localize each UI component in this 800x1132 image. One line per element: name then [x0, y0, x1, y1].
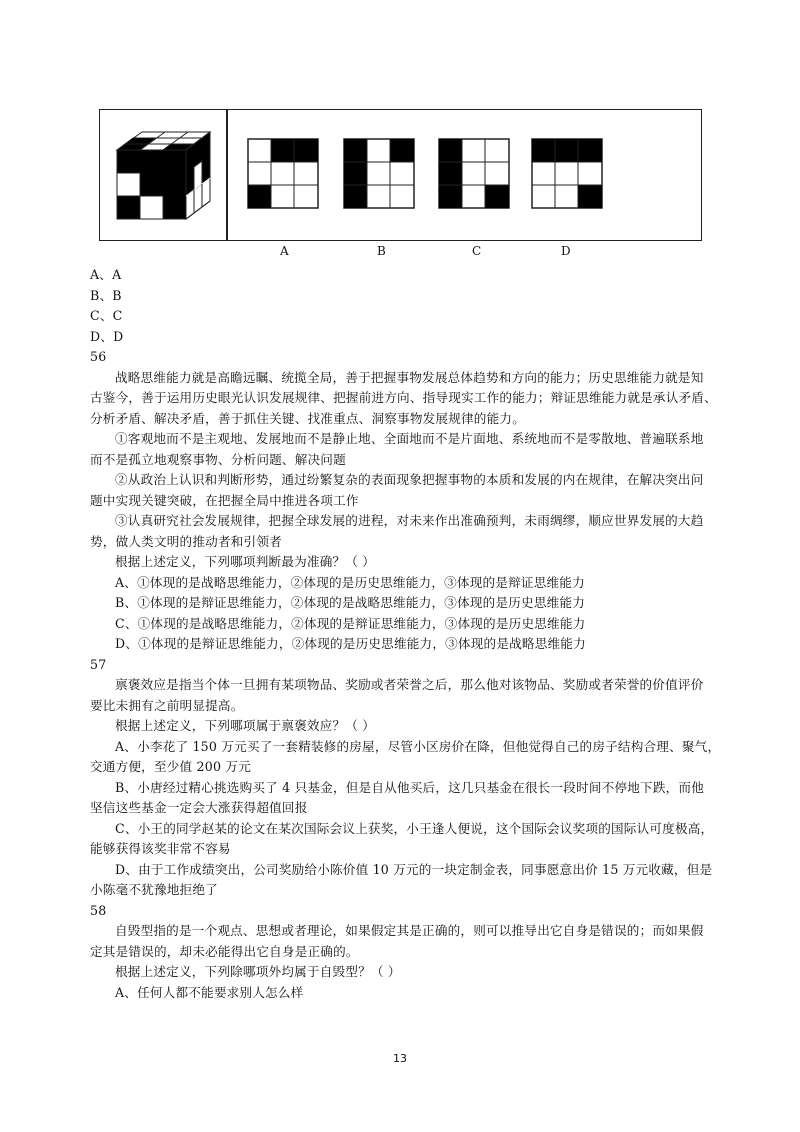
q57-option-d-cont: 小陈毫不犹豫地拒绝了: [90, 882, 218, 897]
option-c-grid: [439, 139, 509, 208]
q55-option-b: B、B: [90, 287, 122, 303]
figure-graphic: [100, 110, 700, 239]
q58-option-a: A、任何人都不能要求别人怎么样: [115, 984, 304, 1000]
q58-line: 定其是错误的，却未必能得出它自身是正确的。: [90, 943, 359, 959]
q56-option-d: D、①体现的是辩证思维能力，②体现的是历史思维能力，③体现的是战略思维能力: [115, 636, 586, 651]
page-number: 13: [393, 1052, 407, 1065]
figure-label-a: A: [280, 244, 289, 258]
q57-line: 要比未拥有之前明显提高。: [90, 697, 244, 713]
q57-option-c-cont: 能够获得该奖非常不容易: [90, 841, 231, 856]
figure-label-c: C: [472, 244, 482, 258]
q56-prompt: 根据上述定义，下列哪项判断最为准确？（ ）: [115, 554, 376, 569]
q56-option-a: A、①体现的是战略思维能力，②体现的是历史思维能力，③体现的是辩证思维能力: [115, 574, 585, 590]
q57-prompt: 根据上述定义，下列哪项属于禀褒效应？（ ）: [115, 718, 376, 733]
q56-option-c: C、①体现的是战略思维能力，②体现的是辩证思维能力，③体现的是历史思维能力: [115, 615, 586, 631]
q57-option-b: B、小唐经过精心挑选购买了 4 只基金，但是自从他买后，这几只基金在很长一段时间不停地下跌，而他: [115, 779, 704, 795]
question-figure: [99, 109, 702, 241]
q58-line: 自毁型指的是一个观点、思想或者理论，如果假定其是正确的，则可以推导出它自身是错误的；而如果假: [115, 923, 704, 938]
q55-option-c: C、C: [90, 308, 123, 323]
q56-line: 战略思维能力就是高瞻远瞩、统揽全局，善于把握事物发展总体趋势和方向的能力；历史思维能力就是知: [115, 369, 704, 385]
q56-line: 势，做人类文明的推动者和引领者: [90, 533, 282, 549]
q57-line: 禀褒效应是指当个体一旦拥有某项物品、奖励或者荣誉之后，那么他对该物品、奖励或者荣誉的价值评价: [115, 677, 704, 692]
option-b-grid: [344, 139, 414, 208]
cube-icon: [117, 132, 210, 219]
q57-option-a-cont: 交通方便，至少值 200 万元: [90, 759, 251, 774]
q58-number: 58: [90, 902, 107, 918]
question-text-body: [90, 265, 740, 1003]
q56-number: 56: [90, 349, 107, 364]
q55-option-d: D、D: [90, 328, 124, 344]
q56-line: ③认真研究社会发展规律，把握全球发展的进程，对未来作出准确预判，未雨绸缪，顺应世界发展的大趋: [115, 513, 704, 528]
option-a-grid: [248, 139, 318, 208]
q57-option-b-cont: 坚信这些基金一定会大涨获得超值回报: [90, 800, 308, 815]
figure-divider: [226, 110, 228, 240]
q57-option-c: C、小王的同学赵某的论文在某次国际会议上获奖，小王逢人便说，这个国际会议奖项的国际认可度极高，: [115, 820, 714, 836]
q57-option-d: D、由于工作成绩突出，公司奖励给小陈价值 10 万元的一块定制金表，同事愿意出价 15 万元收藏，但是: [115, 861, 713, 877]
figure-label-b: B: [377, 244, 386, 258]
q56-line: 题中实现关键突破，在把握全局中推进各项工作: [90, 492, 359, 508]
q55-option-a: A、A: [90, 267, 122, 282]
q56-line: 而不是孤立地观察事物、分析问题、解决问题: [90, 451, 346, 467]
q58-prompt: 根据上述定义，下列除哪项外均属于自毁型？（ ）: [115, 964, 401, 979]
q57-option-a: A、小李花了 150 万元买了一套精装修的房屋，尽管小区房价在降，但他觉得自己的房子结构合理、聚气，: [115, 738, 721, 754]
q56-line: 分析矛盾、解决矛盾，善于抓住关键、找准重点、洞察事物发展规律的能力。: [90, 410, 525, 426]
q56-line: ②从政治上认识和判断形势，通过纷繁复杂的表面现象把握事物的本质和发展的内在规律，在解决突出问: [115, 472, 704, 487]
q56-option-b: B、①体现的是辩证思维能力，②体现的是战略思维能力，③体现的是历史思维能力: [115, 595, 586, 610]
option-d-grid: [532, 139, 602, 208]
q56-line: 古鉴今，善于运用历史眼光认识发展规律、把握前进方向、指导现实工作的能力；辩证思维能力就是承认矛盾、: [90, 390, 717, 405]
q57-number: 57: [90, 656, 107, 672]
q56-line: ①客观地而不是主观地、发展地而不是静止地、全面地而不是片面地、系统地而不是零散地、普遍联系地: [115, 431, 704, 446]
figure-label-d: D: [561, 244, 571, 258]
